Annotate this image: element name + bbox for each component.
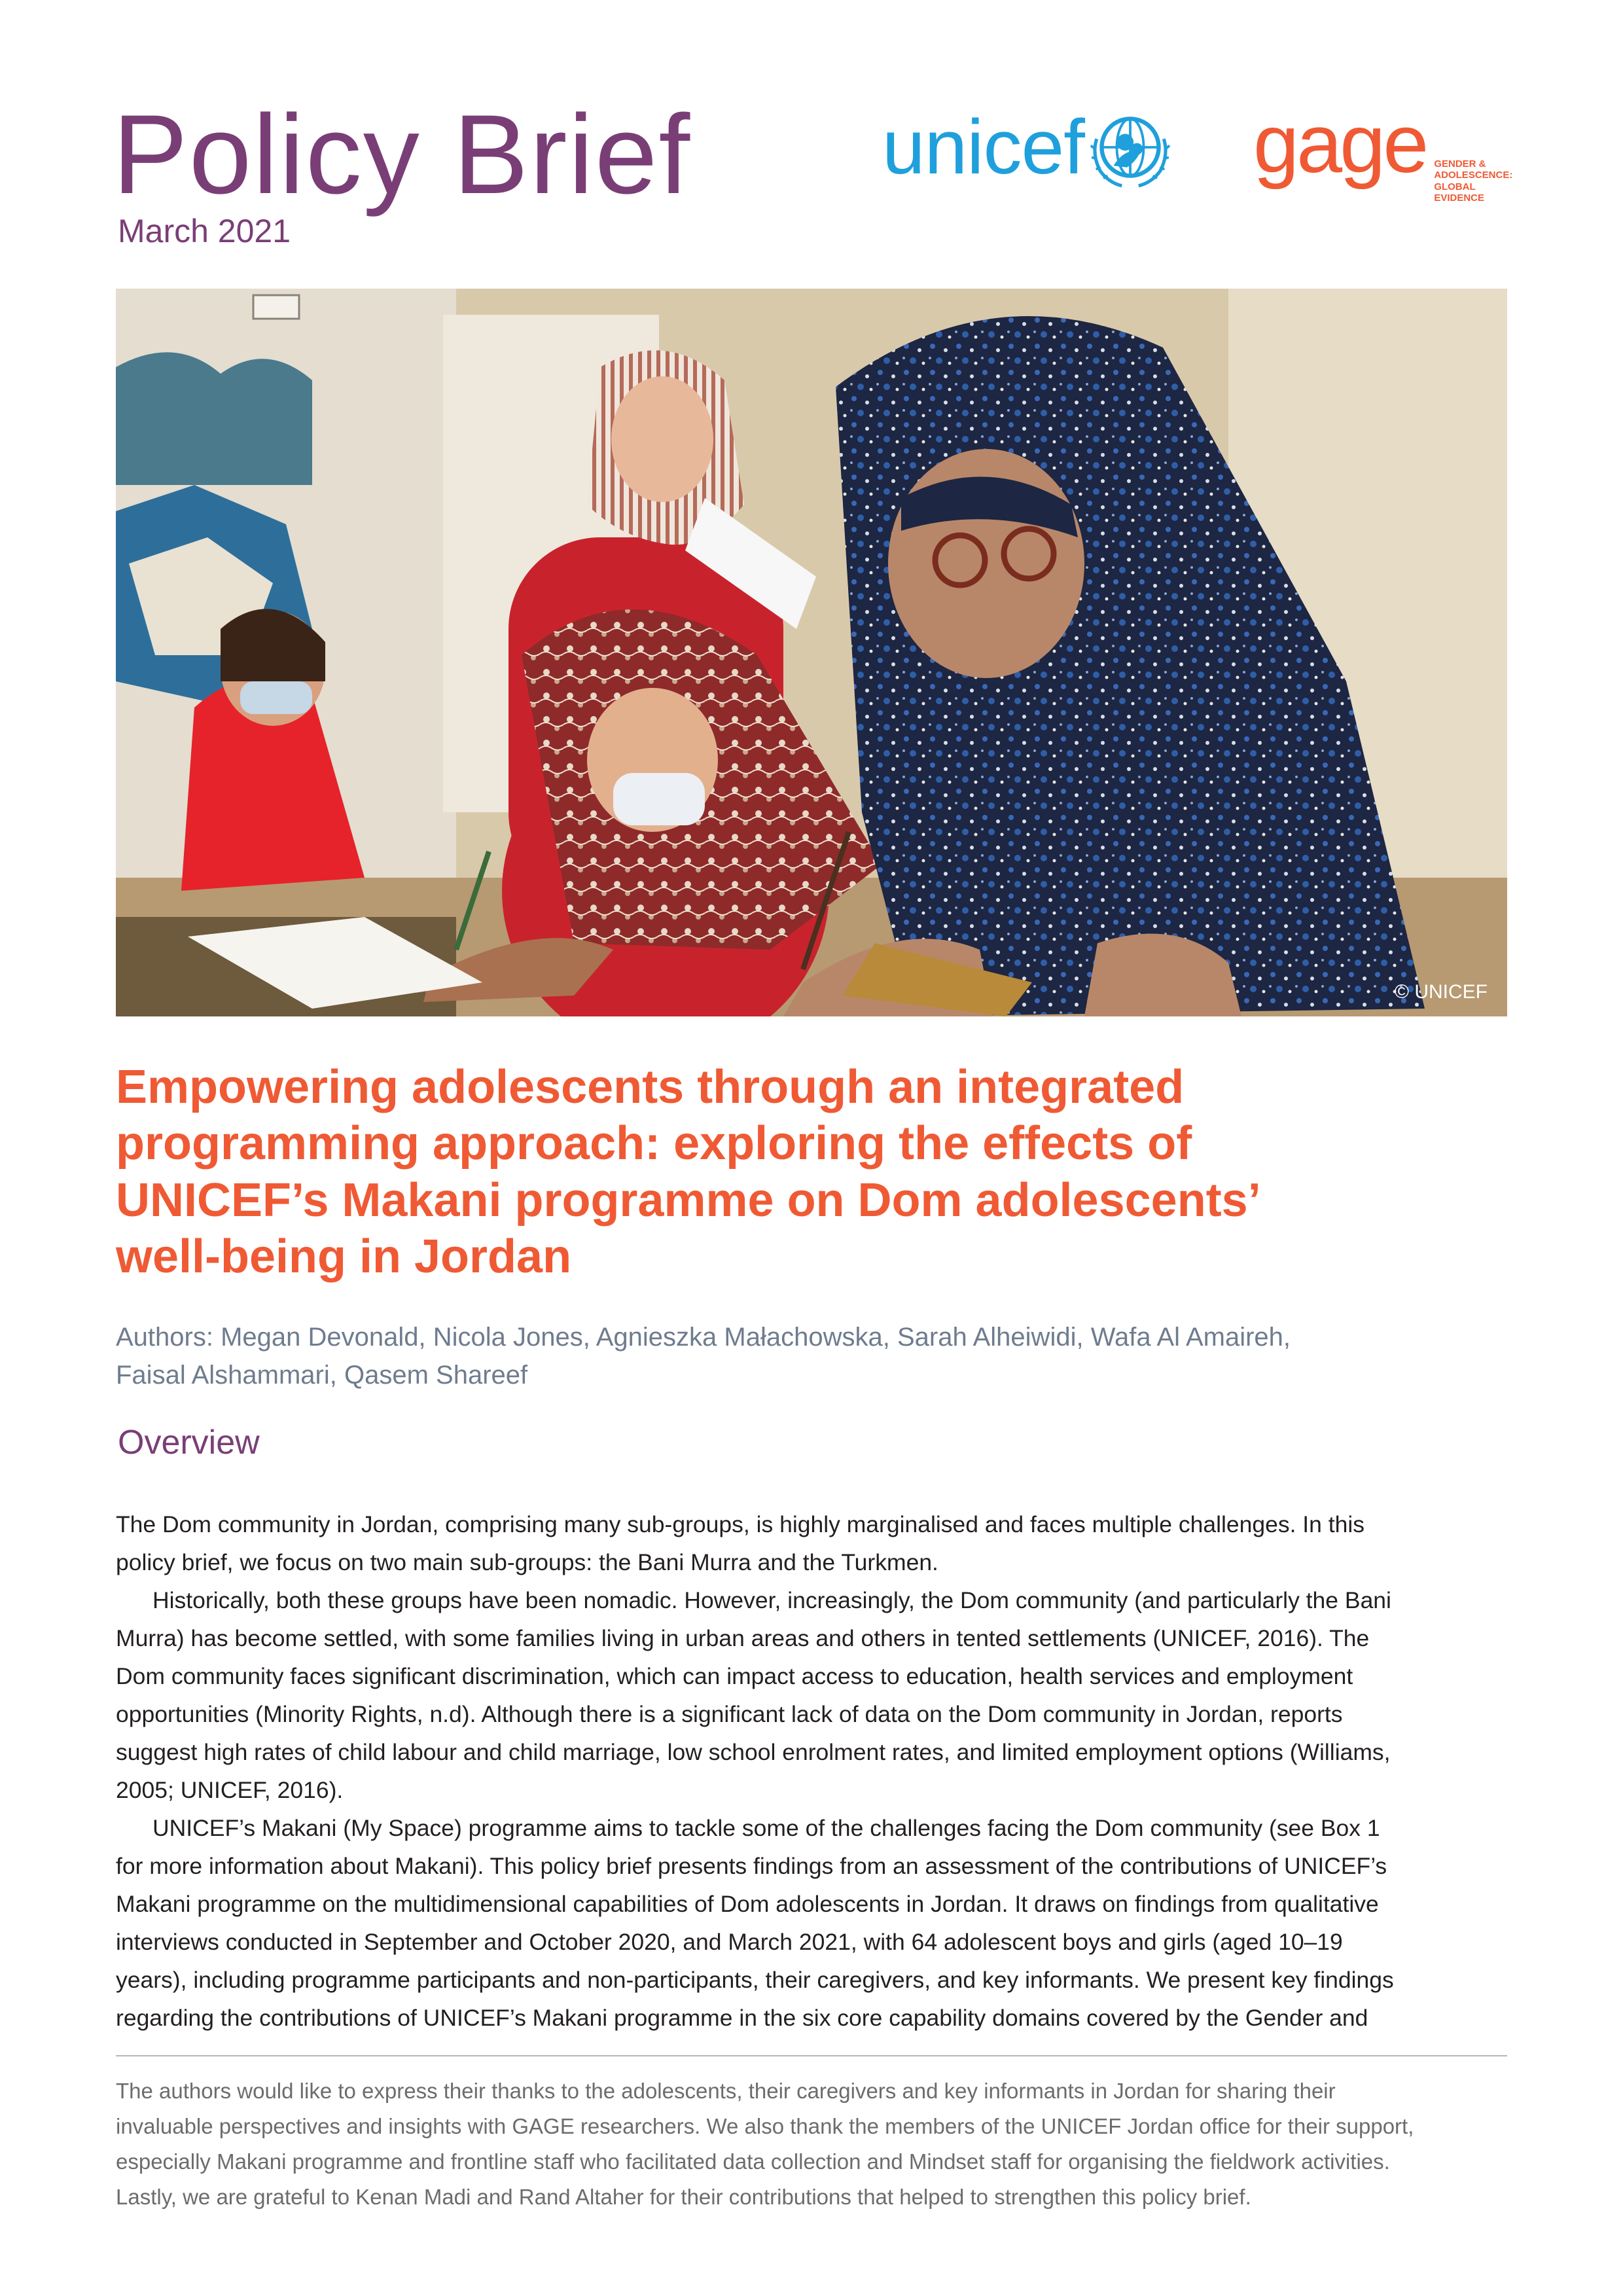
unicef-logo-text: unicef	[882, 104, 1084, 190]
unicef-emblem-icon	[1088, 105, 1172, 189]
gage-tagline-line: GENDER &	[1434, 158, 1486, 170]
title-line: Empowering adolescents through an integrated	[116, 1061, 1185, 1113]
footnote-divider	[116, 2055, 1507, 2056]
title-line: programming approach: exploring the effects of	[116, 1117, 1192, 1170]
body-line: opportunities (Minority Rights, n.d). Although there is a significant lack of data on the Dom community in Jordan, reports	[116, 1701, 1343, 1727]
body-line: Historically, both these groups have been nomadic. However, increasingly, the Dom community (and particularly the Bani	[152, 1587, 1391, 1613]
overview-body	[116, 1505, 1507, 2037]
hero-photo-illustration	[116, 289, 1507, 1016]
body-line: interviews conducted in September and October 2020, and March 2021, with 64 adolescent boys and girls (aged 10–19	[116, 1929, 1343, 1955]
gage-logo	[1253, 98, 1558, 204]
authors-line: Faisal Alshammari, Qasem Shareef	[116, 1361, 528, 1390]
acknowledgement-note	[116, 2073, 1507, 2215]
title-line: UNICEF’s Makani programme on Dom adolescents’	[116, 1174, 1261, 1227]
body-line: Dom community faces significant discrimination, which can impact access to education, health services and employment	[116, 1663, 1353, 1689]
hero-photo	[116, 289, 1507, 1016]
brief-title	[116, 1059, 1507, 1285]
gage-tagline-line: EVIDENCE	[1434, 192, 1484, 204]
photo-credit: © UNICEF	[1394, 981, 1488, 1003]
doc-type-title: Policy Brief	[113, 92, 692, 217]
acknowledgement-line: Lastly, we are grateful to Kenan Madi and Rand Altaher for their contributions that helped to strengthen this policy brief.	[116, 2185, 1251, 2209]
body-line: years), including programme participants and non-participants, their caregivers, and key informants. We present key findings	[116, 1967, 1394, 1993]
authors-line: Authors: Megan Devonald, Nicola Jones, Agnieszka Małachowska, Sarah Alheiwidi, Wafa Al Amaireh,	[116, 1323, 1291, 1352]
acknowledgement-line: invaluable perspectives and insights with GAGE researchers. We also thank the members of the UNICEF Jordan office for their support,	[116, 2114, 1414, 2138]
body-line: 2005; UNICEF, 2016).	[116, 1777, 344, 1803]
gage-logo-text: gage	[1253, 98, 1427, 190]
body-line: for more information about Makani). This policy brief presents findings from an assessment of the contributions of UNICEF’s	[116, 1853, 1387, 1879]
authors	[116, 1318, 1507, 1394]
unicef-logo	[882, 105, 1172, 190]
acknowledgement-line: especially Makani programme and frontline staff who facilitated data collection and Mindset staff for organising the fieldwork activities.	[116, 2149, 1390, 2174]
body-line: The Dom community in Jordan, comprising many sub-groups, is highly marginalised and faces multiple challenges. In this	[116, 1511, 1365, 1537]
body-line: policy brief, we focus on two main sub-groups: the Bani Murra and the Turkmen.	[116, 1549, 938, 1575]
body-line: regarding the contributions of UNICEF’s Makani programme in the six core capability domains covered by the Gender and	[116, 2005, 1368, 2031]
gage-tagline-line: GLOBAL	[1434, 181, 1476, 192]
body-line: Murra) has become settled, with some families living in urban areas and others in tented settlements (UNICEF, 2016). The	[116, 1625, 1370, 1651]
acknowledgement-line: The authors would like to express their thanks to the adolescents, their caregivers and key informants in Jordan for sharing their	[116, 2079, 1336, 2103]
title-line: well-being in Jordan	[116, 1230, 572, 1283]
publication-date: March 2021	[118, 213, 291, 249]
gage-tagline	[1434, 158, 1558, 204]
overview-heading: Overview	[118, 1424, 260, 1462]
gage-tagline-line: ADOLESCENCE:	[1434, 170, 1513, 181]
body-line: UNICEF’s Makani (My Space) programme aims to tackle some of the challenges facing the Dom community (see Box 1	[152, 1815, 1380, 1841]
body-line: Makani programme on the multidimensional capabilities of Dom adolescents in Jordan. It draws on findings from qualitative	[116, 1891, 1379, 1917]
body-line: suggest high rates of child labour and child marriage, low school enrolment rates, and limited employment options (Williams,	[116, 1739, 1391, 1765]
